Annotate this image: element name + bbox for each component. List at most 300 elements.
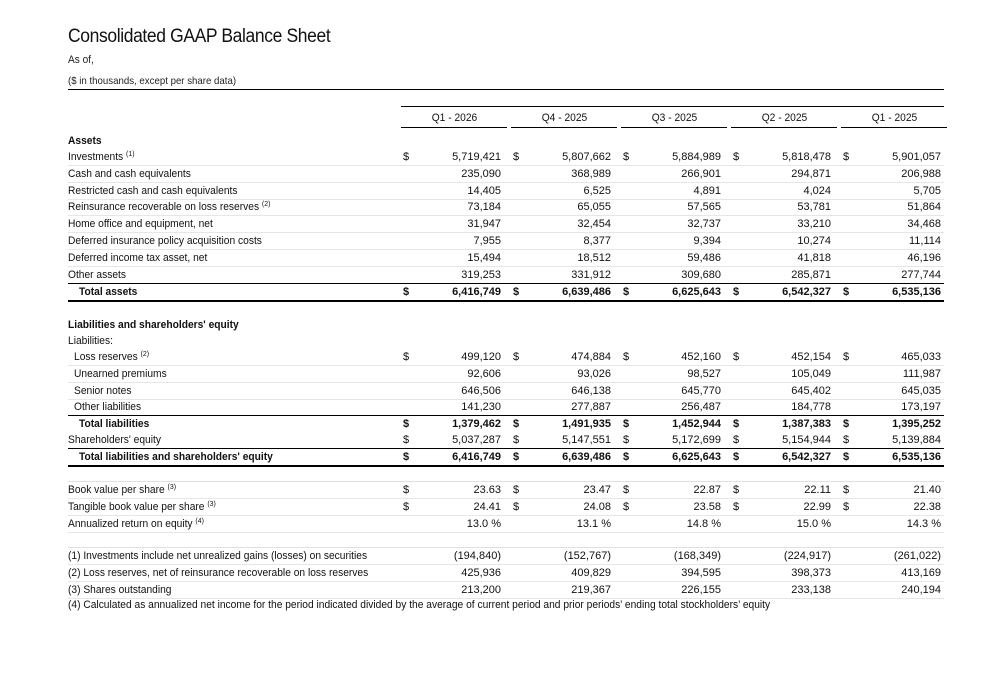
value-cell <box>399 449 503 465</box>
total-rule-bottom <box>68 465 944 467</box>
value-cell <box>509 216 613 232</box>
value-cell <box>399 233 503 249</box>
value-cell <box>399 565 503 581</box>
value-cell <box>399 383 503 399</box>
value-cell <box>509 366 613 382</box>
value-cell <box>839 250 943 266</box>
cell-value: 394,595 <box>681 566 721 579</box>
cell-value: 413,169 <box>901 566 941 579</box>
value-cell <box>509 432 613 448</box>
value-cell <box>509 183 613 199</box>
value-cell <box>619 149 723 165</box>
cell-value: 226,155 <box>681 583 721 596</box>
cell-value: 452,160 <box>681 351 721 363</box>
value-cell <box>509 499 613 515</box>
unit-note: ($ in thousands, except per share data) <box>68 75 237 87</box>
value-cell <box>399 366 503 382</box>
value-cell <box>729 499 833 515</box>
column-header <box>731 110 837 128</box>
cell-value: 6,625,643 <box>672 286 721 298</box>
section-heading-liabilities <box>68 317 944 333</box>
currency-symbol: $ <box>733 484 740 496</box>
value-cell <box>509 250 613 266</box>
cell-value: 184,778 <box>791 401 831 414</box>
column-header-rule <box>401 106 944 107</box>
value-cell <box>729 284 833 300</box>
currency-symbol: $ <box>513 484 520 496</box>
value-cell <box>399 482 503 498</box>
cell-value: 5,818,478 <box>782 151 831 163</box>
row-label <box>79 449 273 465</box>
liability-row <box>68 349 944 366</box>
currency-symbol: $ <box>403 351 410 363</box>
value-cell <box>509 349 613 365</box>
row-label <box>68 317 239 333</box>
row-label-text: Restricted cash and cash equivalents <box>68 184 238 197</box>
footnote-ref: (1) <box>126 149 135 158</box>
value-cell <box>399 516 503 532</box>
cell-value: 425,936 <box>461 566 501 579</box>
cell-value: 219,367 <box>571 583 611 596</box>
currency-symbol: $ <box>733 351 740 363</box>
cell-value: 32,454 <box>577 218 611 231</box>
per-share-row <box>68 499 944 516</box>
cell-value: 499,120 <box>461 351 501 363</box>
value-cell <box>399 166 503 182</box>
cell-value: 235,090 <box>461 167 501 180</box>
cell-value: 646,506 <box>461 384 501 397</box>
value-cell <box>619 482 723 498</box>
total-liabilities-equity-row <box>68 449 944 465</box>
cell-value: (152,767) <box>563 550 611 562</box>
currency-symbol: $ <box>733 451 740 463</box>
cell-value: 409,829 <box>571 566 611 579</box>
value-cell <box>399 250 503 266</box>
currency-symbol: $ <box>513 500 520 513</box>
cell-value: 92,606 <box>467 367 501 380</box>
currency-symbol: $ <box>513 286 520 298</box>
row-label <box>68 149 135 165</box>
value-cell <box>839 366 943 382</box>
currency-symbol: $ <box>843 500 850 513</box>
value-cell <box>729 267 833 283</box>
value-cell <box>619 565 723 581</box>
currency-symbol: $ <box>403 484 410 496</box>
cell-value: 111,987 <box>902 367 941 380</box>
cell-value: 5,147,551 <box>562 434 611 446</box>
cell-value: 11,114 <box>908 235 941 247</box>
value-cell <box>839 267 943 283</box>
currency-symbol: $ <box>403 434 410 446</box>
cell-value: 233,138 <box>791 583 831 596</box>
value-cell <box>839 582 943 598</box>
footnote-ref: (4) <box>195 515 204 525</box>
cell-value: 6,535,136 <box>892 286 941 298</box>
value-cell <box>729 199 833 215</box>
page-title: Consolidated GAAP Balance Sheet <box>68 26 331 47</box>
row-label <box>74 399 141 415</box>
row-label <box>68 432 161 448</box>
cell-value: 5,172,699 <box>672 434 721 446</box>
value-cell <box>839 499 943 515</box>
cell-value: 6,639,486 <box>562 451 611 463</box>
currency-symbol: $ <box>623 500 630 513</box>
value-cell <box>839 183 943 199</box>
value-cell <box>509 548 613 564</box>
value-cell <box>399 548 503 564</box>
row-label-text: Unearned premiums <box>74 367 167 380</box>
currency-symbol: $ <box>623 286 630 298</box>
value-cell <box>839 216 943 232</box>
currency-symbol: $ <box>843 286 850 298</box>
cell-value: 24.08 <box>583 500 611 513</box>
cell-value: 15.0 % <box>796 517 831 530</box>
column-header <box>511 110 617 128</box>
shareholders-equity-row <box>68 432 944 449</box>
row-label-text: Deferred insurance policy acquisition costs <box>68 235 262 247</box>
value-cell <box>509 482 613 498</box>
row-label <box>68 183 237 199</box>
row-label <box>79 416 149 432</box>
cell-value: 277,887 <box>571 401 611 414</box>
value-cell <box>399 149 503 165</box>
value-cell <box>619 267 723 283</box>
value-cell <box>619 399 723 415</box>
header-rule <box>68 89 944 90</box>
value-cell <box>839 516 943 532</box>
cell-value: 9,394 <box>693 235 721 247</box>
value-cell <box>509 416 613 432</box>
value-cell <box>729 432 833 448</box>
value-cell <box>509 383 613 399</box>
cell-value: 32,737 <box>687 218 721 231</box>
value-cell <box>399 284 503 300</box>
value-cell <box>619 233 723 249</box>
liability-row <box>68 383 944 400</box>
cell-value: 24.41 <box>473 500 501 513</box>
row-label <box>68 133 102 149</box>
row-label-text: Home office and equipment, net <box>68 218 213 231</box>
cell-value: 4,024 <box>803 184 831 197</box>
cell-value: 6,542,327 <box>782 451 831 463</box>
value-cell <box>619 349 723 365</box>
value-cell <box>619 284 723 300</box>
cell-value: 452,154 <box>791 351 831 363</box>
cell-value: 256,487 <box>681 401 721 414</box>
row-label <box>74 349 149 365</box>
value-cell <box>509 233 613 249</box>
cell-value: 206,988 <box>901 167 941 180</box>
currency-symbol: $ <box>733 286 740 298</box>
cell-value: 51,864 <box>907 201 941 214</box>
cell-value: (224,917) <box>783 550 831 562</box>
cell-value: 240,194 <box>901 583 941 596</box>
cell-value: 645,402 <box>791 384 831 397</box>
cell-value: 1,395,252 <box>892 418 941 430</box>
cell-value: 10,274 <box>797 235 831 247</box>
value-cell <box>729 582 833 598</box>
row-label-text: Shareholders' equity <box>68 434 161 446</box>
value-cell <box>399 199 503 215</box>
row-label-text: Tangible book value per share <box>68 500 205 513</box>
cell-value: 5,719,421 <box>452 151 501 163</box>
value-cell <box>839 482 943 498</box>
cell-value: 8,377 <box>583 235 611 247</box>
liability-row <box>68 366 944 383</box>
value-cell <box>839 383 943 399</box>
value-cell <box>619 250 723 266</box>
row-label-text: Total liabilities <box>79 418 150 430</box>
row-label <box>68 216 213 232</box>
cell-value: 6,535,136 <box>892 451 941 463</box>
currency-symbol: $ <box>623 434 630 446</box>
cell-value: 213,200 <box>461 583 501 596</box>
footnote-ref: (3) <box>167 482 177 491</box>
value-cell <box>619 199 723 215</box>
cell-value: 41,818 <box>797 251 831 264</box>
asset-row <box>68 149 944 166</box>
value-cell <box>839 565 943 581</box>
value-cell <box>729 349 833 365</box>
cell-value: 173,197 <box>901 401 941 414</box>
cell-value: 294,871 <box>791 167 831 180</box>
footnote-4-text: (4) Calculated as annualized net income for the period indicated divided by the average of current period and prior periods’ ending total stockholders’ equity <box>68 599 771 611</box>
cell-value: 105,049 <box>791 367 831 380</box>
footnote-4 <box>68 597 944 613</box>
column-header <box>401 110 507 128</box>
value-cell <box>619 183 723 199</box>
asset-row <box>68 199 944 216</box>
cell-value: 331,912 <box>571 268 611 281</box>
value-cell <box>619 166 723 182</box>
value-cell <box>839 166 943 182</box>
cell-value: 14,405 <box>467 184 501 197</box>
footnote-ref: (2) <box>140 349 150 358</box>
cell-value: 53,781 <box>797 201 831 214</box>
row-label-text: Loss reserves <box>74 351 138 363</box>
currency-symbol: $ <box>513 451 520 463</box>
cell-value: 65,055 <box>577 201 611 214</box>
cell-value: 93,026 <box>577 367 611 380</box>
cell-value: 1,379,462 <box>452 418 501 430</box>
value-cell <box>619 216 723 232</box>
value-cell <box>839 199 943 215</box>
currency-symbol: $ <box>843 418 850 430</box>
row-label <box>68 166 191 182</box>
asset-row <box>68 267 944 284</box>
as-of-label: As of, <box>68 54 94 66</box>
cell-value: 6,542,327 <box>782 286 831 298</box>
currency-symbol: $ <box>623 418 630 430</box>
cell-value: 5,139,884 <box>892 434 941 446</box>
value-cell <box>399 267 503 283</box>
value-cell <box>839 548 943 564</box>
currency-symbol: $ <box>623 351 630 363</box>
cell-value: 6,525 <box>583 184 611 197</box>
value-cell <box>619 582 723 598</box>
cell-value: (261,022) <box>893 550 941 562</box>
value-cell <box>509 399 613 415</box>
currency-symbol: $ <box>623 151 630 163</box>
cell-value: 13.0 % <box>466 517 501 530</box>
cell-value: 23.63 <box>473 484 501 496</box>
cell-value: 22.99 <box>803 500 831 513</box>
cell-value: 309,680 <box>681 268 721 281</box>
cell-value: 646,138 <box>571 384 611 397</box>
currency-symbol: $ <box>403 286 410 298</box>
cell-value: 22.87 <box>693 484 721 496</box>
footnote-row <box>68 548 944 565</box>
currency-symbol: $ <box>623 451 630 463</box>
row-label <box>68 250 207 266</box>
value-cell <box>729 183 833 199</box>
cell-value: 57,565 <box>687 201 721 214</box>
currency-symbol: $ <box>733 500 740 513</box>
value-cell <box>729 449 833 465</box>
cell-value: 645,035 <box>901 384 941 397</box>
column-header-label: Q3 - 2025 <box>651 112 697 124</box>
row-label-text: Reinsurance recoverable on loss reserves <box>68 201 260 214</box>
row-label <box>68 499 216 515</box>
value-cell <box>729 233 833 249</box>
value-cell <box>509 565 613 581</box>
value-cell <box>839 399 943 415</box>
column-header <box>621 110 727 128</box>
currency-symbol: $ <box>403 418 410 430</box>
cell-value: 98,527 <box>687 367 721 380</box>
row-label-text: (3) Shares outstanding <box>68 583 172 596</box>
row-label-text: Total liabilities and shareholders' equity <box>79 451 273 463</box>
value-cell <box>729 548 833 564</box>
cell-value: 398,373 <box>791 566 831 579</box>
value-cell <box>399 499 503 515</box>
currency-symbol: $ <box>843 434 850 446</box>
cell-value: 1,452,944 <box>672 418 721 430</box>
row-label-text: Senior notes <box>74 384 132 397</box>
cell-value: 277,744 <box>901 268 941 281</box>
value-cell <box>839 233 943 249</box>
cell-value: 31,947 <box>467 218 501 231</box>
row-label-text: (2) Loss reserves, net of reinsurance recoverable on loss reserves <box>68 566 369 579</box>
column-header-label: Q4 - 2025 <box>541 112 587 124</box>
total-rule-bottom <box>68 300 944 302</box>
value-cell <box>729 166 833 182</box>
value-cell <box>509 284 613 300</box>
cell-value: 5,884,989 <box>672 151 721 163</box>
currency-symbol: $ <box>843 151 850 163</box>
currency-symbol: $ <box>403 151 410 163</box>
cell-value: 18,512 <box>577 251 611 264</box>
footnote-ref: (2) <box>261 199 271 209</box>
row-label <box>74 366 167 382</box>
row-label <box>68 548 367 564</box>
asset-row <box>68 166 944 183</box>
row-label <box>68 267 126 283</box>
value-cell <box>729 416 833 432</box>
cell-value: 14.8 % <box>686 517 721 530</box>
cell-value: 5,705 <box>913 184 941 197</box>
value-cell <box>509 449 613 465</box>
cell-value: 1,491,935 <box>562 418 611 430</box>
value-cell <box>729 383 833 399</box>
cell-value: 7,955 <box>473 235 501 247</box>
cell-value: 474,884 <box>571 351 611 363</box>
value-cell <box>839 432 943 448</box>
currency-symbol: $ <box>513 418 520 430</box>
cell-value: (168,349) <box>673 550 721 562</box>
currency-symbol: $ <box>513 434 520 446</box>
column-header-label: Q2 - 2025 <box>761 112 807 124</box>
row-label <box>79 284 137 300</box>
value-cell <box>729 516 833 532</box>
section-heading-assets <box>68 133 944 149</box>
cell-value: 22.11 <box>804 484 831 496</box>
value-cell <box>619 516 723 532</box>
value-cell <box>729 366 833 382</box>
value-cell <box>729 482 833 498</box>
row-label-text: Other liabilities <box>74 401 142 414</box>
column-header-label: Q1 - 2025 <box>871 112 917 124</box>
row-label-text: (1) Investments include net unrealized gains (losses) on securities <box>68 550 368 562</box>
cell-value: 34,468 <box>907 218 941 231</box>
cell-value: 368,989 <box>571 167 611 180</box>
cell-value: 319,253 <box>461 268 501 281</box>
value-cell <box>729 250 833 266</box>
cell-value: 6,416,749 <box>452 451 501 463</box>
row-label-text: Book value per share <box>68 484 165 496</box>
row-label <box>68 199 270 215</box>
liability-row <box>68 399 944 416</box>
row-label-text: Liabilities and shareholders' equity <box>68 319 239 331</box>
row-label <box>68 233 262 249</box>
value-cell <box>619 548 723 564</box>
cell-value: 1,387,383 <box>782 418 831 430</box>
row-label <box>68 333 113 349</box>
cell-value: 5,807,662 <box>562 151 611 163</box>
cell-value: 141,230 <box>461 401 501 414</box>
row-label-text: Annualized return on equity <box>68 517 193 530</box>
cell-value: 23.47 <box>583 484 611 496</box>
value-cell <box>509 166 613 182</box>
row-label-text: Assets <box>68 135 102 147</box>
per-share-row <box>68 516 944 533</box>
row-label-text: Deferred income tax asset, net <box>68 251 208 264</box>
row-label-text: Cash and cash equivalents <box>68 167 191 180</box>
cell-value: 6,625,643 <box>672 451 721 463</box>
currency-symbol: $ <box>403 500 410 513</box>
cell-value: 5,901,057 <box>892 151 941 163</box>
value-cell <box>619 383 723 399</box>
currency-symbol: $ <box>733 151 740 163</box>
row-label-text: Investments <box>68 151 124 163</box>
cell-value: 21.40 <box>913 484 941 496</box>
value-cell <box>399 399 503 415</box>
value-cell <box>729 399 833 415</box>
currency-symbol: $ <box>623 484 630 496</box>
row-label <box>68 482 176 498</box>
value-cell <box>399 432 503 448</box>
currency-symbol: $ <box>513 151 520 163</box>
cell-value: 4,891 <box>693 184 721 197</box>
value-cell <box>399 582 503 598</box>
value-cell <box>729 216 833 232</box>
asset-row <box>68 183 944 200</box>
cell-value: 46,196 <box>907 251 941 264</box>
cell-value: 5,154,944 <box>782 434 831 446</box>
value-cell <box>839 449 943 465</box>
footnote-ref: (3) <box>207 498 216 508</box>
value-cell <box>509 267 613 283</box>
